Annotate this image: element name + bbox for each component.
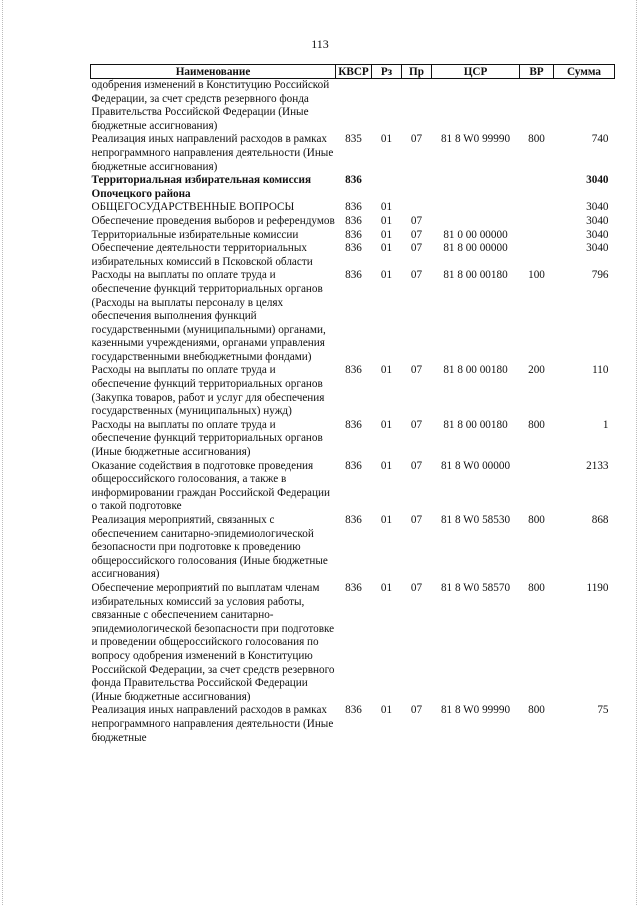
cell-name: Обеспечение проведения выборов и референдумов (91, 214, 335, 227)
cell-sum: 110 (592, 364, 609, 377)
table-row (91, 364, 615, 418)
cell-kvsr: 836 (345, 201, 362, 214)
cell-rz: 01 (380, 418, 393, 431)
cell-rz: 01 (380, 581, 393, 594)
cell-kvsr: 836 (345, 459, 362, 472)
cell-kvsr: 836 (345, 418, 362, 431)
table-row (91, 229, 615, 243)
cell-csr (432, 79, 520, 134)
table-header (91, 65, 615, 79)
budget-table (90, 64, 615, 745)
cell-sum (554, 79, 615, 134)
cell-csr: 81 8 W0 99990 (440, 704, 511, 717)
cell-vr (520, 79, 554, 134)
table-row (91, 704, 615, 745)
cell-name: Реализация иных направлений расходов в рамках непрограммного направления деятельности (Иные бюджетные ассигнования) (91, 133, 334, 173)
scan-left-edge (2, 0, 4, 905)
cell-csr: 81 8 W0 00000 (440, 459, 511, 472)
cell-rz (372, 79, 402, 134)
cell-pr: 07 (410, 459, 423, 472)
cell-kvsr: 836 (345, 581, 362, 594)
cell-vr (520, 215, 554, 229)
cell-kvsr: 836 (345, 174, 362, 187)
cell-pr: 07 (410, 133, 423, 146)
cell-pr: 07 (410, 581, 423, 594)
cell-kvsr: 835 (345, 133, 362, 146)
cell-kvsr: 836 (345, 242, 362, 255)
cell-vr: 800 (528, 704, 545, 717)
table-row (91, 514, 615, 582)
cell-vr: 800 (528, 581, 545, 594)
cell-csr: 81 8 00 00180 (443, 418, 508, 431)
cell-name: Реализация иных направлений расходов в рамках непрограммного направления деятельности (Иные бюджетные (91, 704, 334, 744)
cell-csr (432, 215, 520, 229)
cell-pr: 07 (410, 514, 423, 526)
cell-pr: 07 (410, 242, 423, 255)
cell-name: Обеспечение деятельности территориальных избирательных комиссий в Псковской области (91, 242, 313, 268)
table-row (91, 242, 615, 269)
cell-sum: 1190 (586, 581, 609, 594)
table-row (91, 215, 615, 229)
cell-pr (402, 201, 432, 215)
cell-vr (520, 174, 554, 201)
cell-csr: 81 0 00 00000 (443, 228, 508, 241)
cell-vr: 100 (528, 269, 545, 282)
cell-sum: 3040 (586, 214, 609, 227)
cell-csr: 81 8 00 00180 (443, 364, 508, 377)
cell-kvsr: 836 (345, 228, 362, 241)
cell-name: Обеспечение мероприятий по выплатам членам избирательных комиссий за условия работы, связанные с обеспечением санитарно-эпидемиологической безопасности при подготовке и проведении общероссийского голосования по вопросу одобрения изменений в Конституцию Российской Федерации, за счет средств резервного фонда Правительства Российской Федерации (Иные бюджетные ассигнования) (91, 581, 335, 703)
cell-rz (372, 174, 402, 201)
cell-name: Реализация мероприятий, связанных с обеспечением санитарно-эпидемиологической безопасности при подготовке к проведению общероссийского голосования (Иные бюджетные ассигнования) (91, 514, 328, 581)
cell-name: Оказание содействия в подготовке проведения общероссийского голосования, а также в информировании граждан Российской Федерации о такой подготовке (91, 459, 330, 513)
cell-pr: 07 (410, 228, 423, 241)
cell-vr: 800 (528, 133, 545, 146)
cell-csr: 81 8 00 00180 (443, 269, 508, 282)
cell-csr (432, 174, 520, 201)
table-row (91, 269, 615, 364)
cell-kvsr: 836 (345, 704, 362, 717)
cell-rz: 01 (380, 201, 393, 214)
cell-rz: 01 (380, 133, 393, 146)
cell-vr (520, 460, 554, 514)
cell-rz: 01 (380, 242, 393, 255)
cell-pr (402, 174, 432, 201)
cell-pr: 07 (410, 364, 423, 377)
cell-name: ОБЩЕГОСУДАРСТВЕННЫЕ ВОПРОСЫ (91, 201, 295, 214)
cell-sum: 3040 (586, 242, 609, 255)
cell-vr: 800 (528, 514, 545, 526)
cell-rz: 01 (380, 214, 393, 227)
cell-sum: 740 (591, 133, 609, 146)
cell-rz: 01 (380, 459, 393, 472)
table-body (91, 79, 615, 746)
cell-name: Расходы на выплаты по оплате труда и обеспечение функций территориальных органов (Закупка товаров, работ и услуг для обеспечения государственных (муниципальных) нужд) (91, 364, 325, 418)
page-number: 113 (311, 37, 329, 51)
cell-vr: 200 (528, 364, 545, 377)
table-row (91, 79, 615, 134)
header-vr: ВР (520, 65, 554, 79)
cell-rz: 01 (380, 269, 393, 282)
table-row (91, 419, 615, 460)
cell-name: Территориальная избирательная комиссия Опочецкого района (91, 174, 311, 200)
cell-rz: 01 (380, 514, 393, 526)
cell-pr: 07 (410, 214, 423, 227)
cell-csr: 81 8 W0 99990 (440, 133, 511, 146)
cell-pr: 07 (410, 704, 423, 717)
cell-kvsr: 836 (345, 514, 362, 526)
header-kvsr: КВСР (336, 65, 372, 79)
cell-pr: 07 (410, 418, 423, 431)
cell-pr (402, 79, 432, 134)
table-row (91, 174, 615, 201)
cell-sum: 3040 (586, 201, 609, 214)
cell-kvsr (336, 79, 372, 134)
cell-csr: 81 8 W0 58570 (440, 581, 511, 594)
cell-csr (432, 201, 520, 215)
cell-rz: 01 (380, 228, 393, 241)
cell-sum: 75 (597, 704, 609, 717)
cell-name: Расходы на выплаты по оплате труда и обеспечение функций территориальных органов (Расходы на выплаты персоналу в целях обеспечения выполнения функций государственными (муниципальными) органами, казенными учреждениями, органами управления государственными внебюджетными фондами) (91, 269, 326, 363)
header-row (91, 65, 615, 79)
cell-sum: 1 (602, 418, 609, 431)
cell-csr: 81 8 00 00000 (443, 242, 508, 255)
cell-rz: 01 (380, 364, 393, 377)
table-row (91, 133, 615, 174)
cell-sum: 796 (591, 269, 609, 282)
table-row (91, 582, 615, 704)
header-sum: Сумма (554, 65, 615, 79)
cell-kvsr: 836 (345, 364, 362, 377)
header-pr: Пр (402, 65, 432, 79)
cell-vr (520, 229, 554, 243)
cell-sum: 2133 (586, 459, 609, 472)
header-rz: Рз (372, 65, 402, 79)
cell-pr: 07 (410, 269, 423, 282)
scan-right-edge (636, 0, 638, 905)
cell-name: Территориальные избирательные комиссии (91, 228, 299, 241)
cell-name: одобрения изменений в Конституцию Российской Федерации, за счет средств резервного фонда Правительства Российской Федерации (Иные бюджетные ассигнования) (91, 79, 330, 132)
cell-vr: 800 (528, 418, 545, 431)
cell-csr: 81 8 W0 58530 (440, 514, 511, 526)
cell-kvsr: 836 (345, 269, 362, 282)
header-csr: ЦСР (432, 65, 520, 79)
cell-sum: 3040 (586, 228, 609, 241)
cell-sum: 868 (591, 514, 609, 526)
table-row (91, 460, 615, 514)
cell-rz: 01 (380, 704, 393, 717)
cell-kvsr: 836 (345, 214, 362, 227)
header-name: Наименование (91, 65, 336, 79)
cell-sum: 3040 (586, 174, 609, 187)
cell-vr (520, 201, 554, 215)
table-row (91, 201, 615, 215)
cell-name: Расходы на выплаты по оплате труда и обеспечение функций территориальных органов (Иные бюджетные ассигнования) (91, 418, 323, 459)
cell-vr (520, 242, 554, 269)
